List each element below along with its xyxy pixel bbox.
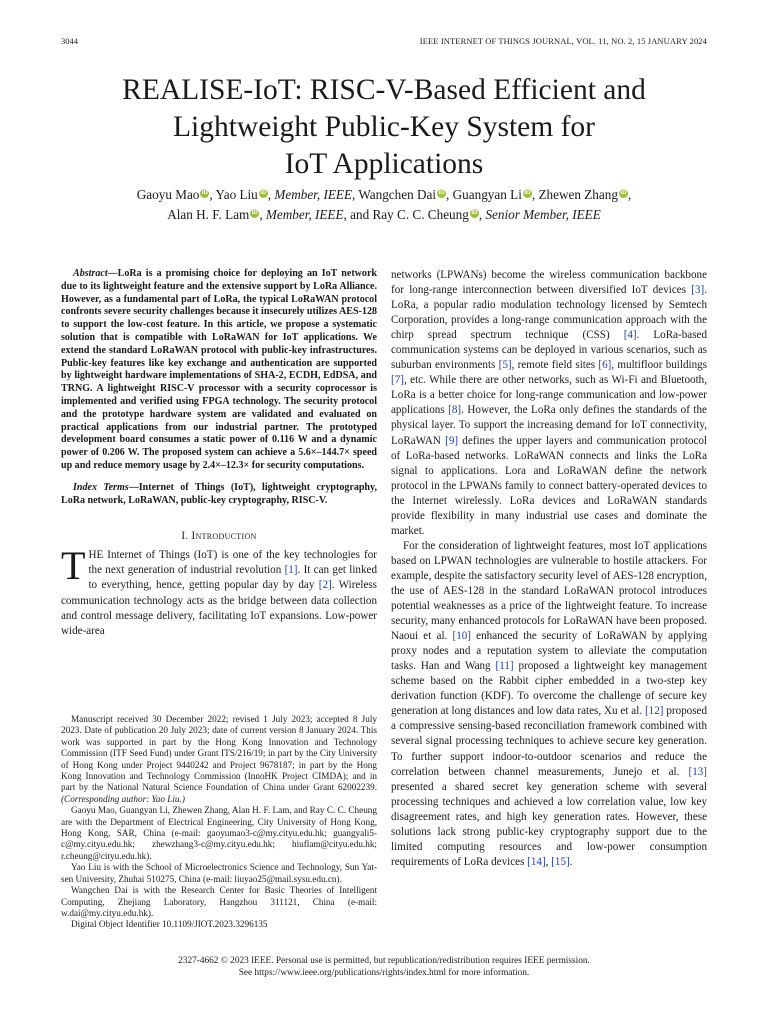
paper-title xyxy=(40,72,728,183)
intro-text: . It can get linked to everything, hence, getting popular day by day xyxy=(88,564,377,592)
body-text: , etc. While there are other networks, such as Wi-Fi and Bluetooth, LoRa is a better choice for long-range communication and low-power applications xyxy=(391,374,707,417)
body-text: proposed a lightweight key management scheme based on the Rabbit cipher embedded in a two-step key derivation function (KDF). To overcome the challenge of secure key generation at long distances and low data rates, Xu et al. xyxy=(391,660,707,718)
body-text: proposed a compressive sensing-based reconciliation framework combined with several signal processing techniques to achieve secure key generation. To further support indoor-to-outdoor scenarios and reduce the correlation between channel measurements, Junejo et al. xyxy=(391,705,707,778)
intro-text: HE Internet of Things (IoT) is one of the key technologies for the next generation of industrial revolution xyxy=(88,549,377,577)
author-name: Yao Liu xyxy=(215,187,258,202)
citation-link[interactable]: [4] xyxy=(623,329,637,342)
corresponding-author: (Corresponding author: Yao Liu.) xyxy=(61,793,185,804)
footnotes xyxy=(61,714,377,931)
orcid-icon[interactable]: iD xyxy=(620,190,627,196)
doi: Digital Object Identifier 10.1109/JIOT.2023.3296135 xyxy=(71,919,268,930)
citation-link[interactable]: [12] xyxy=(644,705,664,718)
body-paragraph xyxy=(391,268,707,539)
orcid-icon[interactable]: iD xyxy=(438,190,445,196)
author-list: Gaoyu Mao iD , Yao Liu iD , Member, IEEE, Wangchen Dai iD , Guangyan Li iD , Zhewen Zhang iD , Alan H. F. Lam iD , Member, IEEE, and Ray C. C. Cheung iD , Senior Member, IEEE xyxy=(136,187,632,222)
author-name: Guangyan Li xyxy=(452,187,522,202)
body-text: . However, the LoRa only defines the standards of the physical layer. To support the increasing demand for IoT connectivity, LoRaWAN xyxy=(391,404,707,447)
intro-text: . Wireless communication technology acts as the bridge between data collection and control message delivery, facilitating IoT expansions. Low-power wide-area xyxy=(61,579,378,637)
body-text: , remote field sites xyxy=(511,359,599,372)
index-terms-text: Internet of Things (IoT), lightweight cryptography, LoRa network, LoRaWAN, public-key cryptography, RISC-V. xyxy=(61,481,378,506)
orcid-icon[interactable]: iD xyxy=(201,190,208,196)
body-text: presented a shared secret key generation scheme with several processing techniques and achieved a low correlation value, low key disagreement rates, and high key generation rates. However, these solutions lack strong public-key cryptography support due to the limited computing resources and low-power consumption requirements of LoRa devices xyxy=(391,780,707,868)
author-name: Zhewen Zhang xyxy=(538,187,618,202)
body-text: , xyxy=(545,855,552,868)
author-name: Ray C. C. Cheung xyxy=(372,207,469,222)
body-text: networks (LPWANs) become the wireless communication backbone for long-range interconnection between diversified IoT devices xyxy=(391,269,707,297)
orcid-icon[interactable]: iD xyxy=(524,190,531,196)
index-terms-label: Index Terms xyxy=(73,481,129,493)
citation-link[interactable]: [8] xyxy=(448,404,462,417)
drop-cap: T xyxy=(61,543,86,589)
abstract: Abstract—LoRa is a promising choice for deploying an IoT network due to its lightweight feature and the extensive support by LoRa Alliance. However, as a fundamental part of LoRa, the typical LoRaWAN protocol confronts severe security challenges because it insecurely utilizes AES-128 to support the low-cost feature. In this article, we propose a systematic solution that is compatible with LoRaWAN for IoT applications. We extend the standard LoRaWAN protocol with public-key infrastructures. Public-key features like key exchange and authentication are supported by lightweight hardware implementations of SHA-2, ECDH, EdDSA, and TRNG. A lightweight RISC-V processor with a security coprocessor is implemented and verified using FPGA technology. The security protocol and the prototype hardware system are validated and evaluated on practical applications from our industrial partner. The prototyped development board consumes a static power of 0.116 W and a dynamic power of 0.206 W. The proposed system can achieve a 5.6×–144.7× speed up and reduce memory usage by 2.4×–12.3× for security computations. xyxy=(61,268,377,471)
citation-link[interactable]: [13] xyxy=(688,765,707,778)
body-paragraph xyxy=(391,539,707,870)
author-name: Gaoyu Mao xyxy=(136,187,200,202)
citation-link[interactable]: [11] xyxy=(495,660,514,673)
rights-line: See https://www.ieee.org/publications/rights/index.html for more information. xyxy=(238,968,530,978)
abstract-label: Abstract xyxy=(73,268,108,279)
author-conjunction: and xyxy=(350,207,370,222)
footnote-affiliation: Yao Liu is with the School of Microelectronics Science and Technology, Sun Yat-sen University, Zhuhai 510275, China (e-mail: liuyao25@mail.sysu.edu.cn). xyxy=(61,862,377,884)
title-line-2: Lightweight Public-Key System for xyxy=(173,111,595,143)
author-role: Member, IEEE xyxy=(274,187,353,202)
index-terms: Index Terms—Internet of Things (IoT), lightweight cryptography, LoRa network, LoRaWAN, public-key cryptography, RISC-V. xyxy=(61,481,378,506)
body-text: . LoRa-based communication systems can be deployed in various scenarios, such as suburban environments xyxy=(391,329,708,372)
copyright-footer xyxy=(40,955,728,979)
orcid-icon[interactable]: iD xyxy=(251,210,258,216)
footnote-affiliation: Wangchen Dai is with the Research Center for Basic Theories of Intelligent Computing, Zhejiang Laboratory, Hangzhou 311121, China (e-mail: w.dai@my.cityu.edu.hk). xyxy=(61,885,377,918)
abstract-text: LoRa is a promising choice for deploying an IoT network due to its lightweight feature and the extensive support by LoRa Alliance. However, as a fundamental part of LoRa, the typical LoRaWAN protocol confronts severe security challenges because it insecurely utilizes AES-128 to support the low-cost feature. In this article, we propose a systematic solution that is compatible with LoRaWAN for IoT applications. We extend the standard LoRaWAN protocol with public-key infrastructures. Public-key features like key exchange and authentication are supported by lightweight hardware implementations of SHA-2, ECDH, EdDSA, and TRNG. A lightweight RISC-V processor with a security coprocessor is implemented and verified using FPGA technology. The security protocol and the prototype hardware system are validated and evaluated on practical applications from our industrial partner. The prototyped development board consumes a static power of 0.116 W and a dynamic power of 0.206 W. The proposed system can achieve a 5.6×–144.7× speed up and reduce memory usage by 2.4×–12.3× for security computations. xyxy=(61,268,377,471)
citation-link[interactable]: [1] xyxy=(284,564,298,577)
author-name: Wangchen Dai xyxy=(358,187,437,202)
citation-link[interactable]: [6] xyxy=(598,359,612,372)
footnote-text: Manuscript received 30 December 2022; revised 1 July 2023; accepted 8 July 2023. Date of publication 20 July 2023; date of current version 8 January 2024. This work was supported in part by the Hong Kong Innovation and Technology Commission (ITF Seed Fund) under Grant ITS/216/19; in part by the City University of Hong Kong under Project 9440242 and Project 9678187; in part by the Hong Kong Innovation and Technology Commission (InnoHK Project CIMDA); and in part by the National Natural Science Foundation of China under Grant 62002239. xyxy=(61,714,377,793)
citation-link[interactable]: [2] xyxy=(318,579,332,592)
page-number: 3044 xyxy=(61,36,78,46)
section-heading: I. Introduction xyxy=(181,530,257,543)
title-line-1: REALISE-IoT: RISC-V-Based Efficient and xyxy=(122,74,646,106)
title-line-3: IoT Applications xyxy=(284,148,484,180)
footnote-affiliation: Gaoyu Mao, Guangyan Li, Zhewen Zhang, Alan H. F. Lam, and Ray C. C. Cheung are with the Department of Electrical Engineering, City University of Hong Kong, Hong Kong, SAR, China (e-mail: gaoyumao3-c@my.cityu.edu.hk; guangyali5-c@my.cityu.edu.hk; zhewzhang3-c@my.cityu.edu.hk; hiuflam@cityu.edu.hk; r.cheung@cityu.edu.hk). xyxy=(61,805,377,861)
left-column xyxy=(61,268,377,639)
body-text: defines the upper layers and communication protocol of LoRa-based networks. LoRaWAN connects and links the LoRa signal to applications. Lora and LoRaWAN define the network protocol in the LPWANs family to connect battery-operated devices to the Internet wirelessly. LoRa devices and LoRaWAN standards provide flexibility in many industrial use cases and dominate the market. xyxy=(391,434,707,537)
citation-link[interactable]: [15] xyxy=(551,855,570,868)
citation-link[interactable]: [10] xyxy=(452,630,471,643)
body-text: . LoRa, a popular radio modulation technology licensed by Semtech Corporation, provides a long-range communication approach with the chirp spread spectrum technique (CSS) xyxy=(391,284,707,342)
orcid-icon[interactable]: iD xyxy=(260,190,267,196)
orcid-icon[interactable]: iD xyxy=(471,210,478,216)
citation-link[interactable]: [7] xyxy=(391,374,404,387)
author-role: Member, IEEE xyxy=(265,207,344,222)
citation-link[interactable]: [3] xyxy=(691,284,705,297)
right-column xyxy=(391,268,707,870)
citation-link[interactable]: [5] xyxy=(498,359,512,372)
body-text: enhanced the security of LoRaWAN by applying proxy nodes and a reputation system to alleviate the computation tasks. Han and Wang xyxy=(391,630,707,673)
author-name: Alan H. F. Lam xyxy=(167,207,250,222)
copyright-line: 2327-4662 © 2023 IEEE. Personal use is permitted, but republication/redistribution requires IEEE permission. xyxy=(178,956,590,966)
footnote-funding xyxy=(61,714,377,805)
body-text: . xyxy=(569,855,573,868)
body-text: For the consideration of lightweight features, most IoT applications based on LPWAN technologies are vulnerable to hostile attackers. For example, despite the satisfactory security level of AES-128 encryption, the use of AES-128 in the standard LoRaWAN protocol introduces potential weaknesses as a price of the lightweight feature. To increase security, many enhanced protocols for LoRaWAN have been proposed. Naoui et al. xyxy=(391,539,707,643)
citation-link[interactable]: [9] xyxy=(445,434,459,447)
body-text: , multifloor buildings xyxy=(611,359,707,372)
journal-header: IEEE INTERNET OF THINGS JOURNAL, VOL. 11, NO. 2, 15 JANUARY 2024 xyxy=(419,36,707,46)
author-role: Senior Member, IEEE xyxy=(485,207,601,222)
intro-paragraph xyxy=(61,543,378,638)
citation-link[interactable]: [14] xyxy=(527,855,546,868)
